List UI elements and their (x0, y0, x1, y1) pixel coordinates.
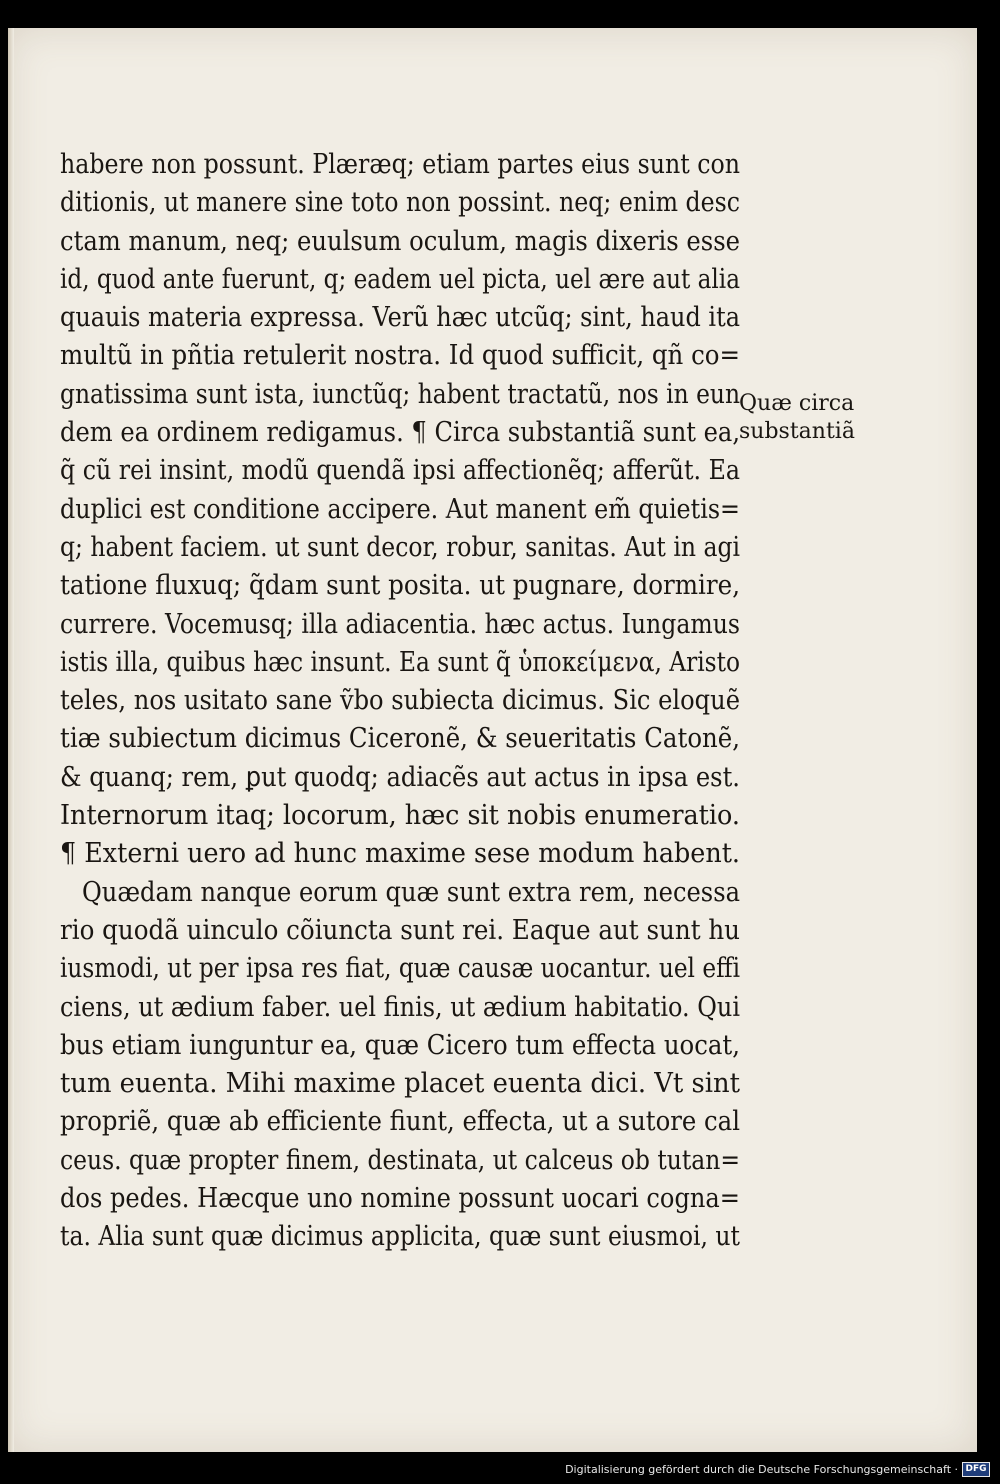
marginal-line: substantiã (739, 419, 855, 444)
text-line: quauis materia expressa. Verũ hæc utcũq; sint, haud ita (60, 302, 740, 334)
text-line: rio quodã uinculo cõiuncta sunt rei. Eaque aut sunt hu (60, 914, 740, 946)
text-line: bus etiam iunguntur ea, quæ Cicero tum effecta uocat, (60, 1029, 740, 1061)
text-line: duplici est conditione accipere. Aut manent em̃ quietis= (60, 493, 740, 525)
text-line: ceus. quæ propter finem, destinata, ut calceus ob tutan= (60, 1144, 740, 1176)
text-line: Quædam nanque eorum quæ sunt extra rem, necessa (82, 876, 740, 908)
text-line: q̃ cũ rei insint, modũ quendã ipsi affectionẽq; afferũt. Ea (60, 455, 740, 487)
text-line: multũ in pñtia retulerit nostra. Id quod sufficit, qñ co= (60, 340, 740, 372)
text-line: dos pedes. Hæcque uno nomine possunt uocari cogna= (60, 1183, 740, 1215)
text-line: teles, nos usitato sane ṽbo subiecta dicimus. Sic eloquẽ (60, 685, 740, 717)
text-line: ta. Alia sunt quæ dicimus applicita, quæ sunt eiusmoi, ut (60, 1221, 740, 1253)
text-line: Internorum itaq; locorum, hæc sit nobis enumeratio. (60, 800, 740, 832)
text-line: habere non possunt. Plæræq; etiam partes eius sunt con (60, 149, 740, 180)
text-line: ciens, ut ædium faber. uel finis, ut ædium habitatio. Qui (60, 991, 740, 1023)
text-line: currere. Vocemusq; illa adiacentia. hæc actus. Iungamus (60, 608, 740, 640)
text-line: ditionis, ut manere sine toto non possint. neq; enim desc (60, 187, 740, 219)
text-line: dem ea ordinem redigamus. ¶ Circa substantiã sunt ea, (60, 417, 740, 449)
text-line: propriẽ, quæ ab efficiente fiunt, effecta, ut a sutore cal (60, 1106, 740, 1138)
text-line: gnatissima sunt ista, iunctũq; habent tractatũ, nos in eun (60, 378, 740, 410)
text-line: tiæ subiectum dicimus Ciceronẽ, & seueritatis Catonẽ, (60, 723, 740, 755)
digitization-credit: Digitalisierung gefördert durch die Deutsche Forschungsgemeinschaft · (565, 1463, 958, 1476)
text-line: iusmodi, ut per ipsa res fiat, quæ causæ uocantur. uel effi (60, 953, 740, 985)
page-binding-edge (8, 28, 14, 1452)
marginal-note (739, 390, 869, 446)
main-text-block (60, 146, 740, 1257)
footer-strip (0, 1454, 1000, 1484)
book-page (8, 28, 977, 1452)
text-line: tatione fluxuq; q̃dam sunt posita. ut pugnare, dormire, (60, 570, 740, 602)
text-line: ctam manum, neq; euulsum oculum, magis dixeris esse (60, 225, 740, 257)
text-line: tum euenta. Mihi maxime placet euenta dici. Vt sint (60, 1068, 740, 1100)
text-line: q; habent faciem. ut sunt decor, robur, sanitas. Aut in agi (60, 531, 740, 563)
text-line: & quanq; rem, ꝑut quodq; adiacẽs aut actus in ipsa est. (60, 761, 740, 793)
text-line: istis illa, quibus hæc insunt. Ea sunt q̃ ὑποκείμενα, Aristo (60, 646, 740, 678)
marginal-line: Quæ circa (739, 391, 855, 416)
text-line: ¶ Externi uero ad hunc maxime sese modum habent. (60, 838, 740, 870)
dfg-logo: DFG (962, 1462, 990, 1477)
text-line: id, quod ante fuerunt, q; eadem uel picta, uel ære aut alia (60, 263, 740, 295)
